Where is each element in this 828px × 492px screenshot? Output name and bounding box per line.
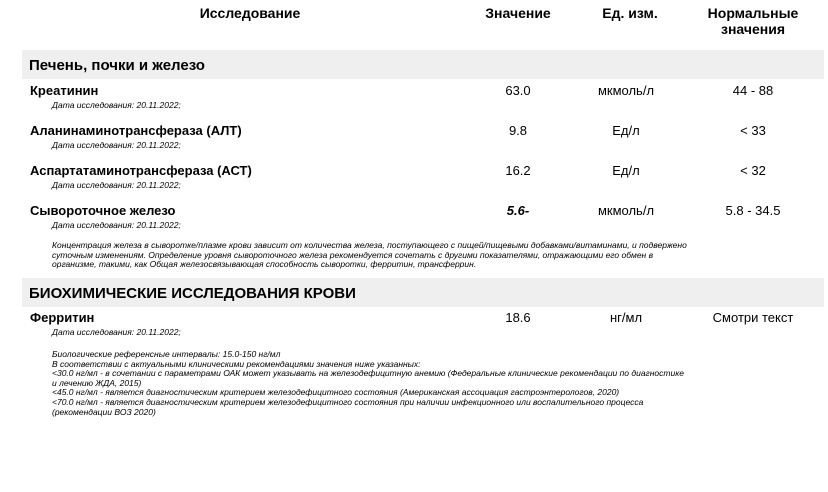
header-unit: Ед. изм. bbox=[602, 5, 658, 21]
test-value: 16.2 bbox=[505, 163, 531, 178]
test-date: Дата исследования: 20.11.2022; bbox=[52, 327, 181, 337]
test-value-low: 5.6- bbox=[506, 203, 530, 218]
test-date: Дата исследования: 20.11.2022; bbox=[52, 140, 181, 150]
note-line: и лечению ЖДА, 2015) bbox=[52, 377, 142, 388]
test-value: 9.8 bbox=[508, 123, 528, 138]
test-name: Аланинаминотрансфераза (АЛТ) bbox=[30, 123, 242, 138]
note-line: <45.0 нг/мл - является диагностическим критерием железодефицитного состояния (Американская ассоциация гастроэнтерологов, 2020) bbox=[52, 387, 620, 398]
note-line: организме, такими, как Общая железосвязывающая способность сыворотки, ферритин, трансферрин. bbox=[52, 259, 477, 270]
test-norm: Смотри текст bbox=[712, 310, 794, 325]
test-name: Ферритин bbox=[30, 310, 95, 325]
test-unit: мкмоль/л bbox=[597, 203, 655, 218]
test-norm: < 33 bbox=[740, 123, 766, 138]
note-line: В соответствии с актуальными клиническими рекомендациями значения ниже указанных: bbox=[52, 358, 421, 369]
note-line: (рекомендации ВОЗ 2020) bbox=[52, 406, 156, 417]
note-line: <70.0 нг/мл - является диагностическим критерием железодефицитного состояния при наличии инфекционного или воспалительного процесса bbox=[52, 396, 644, 407]
test-date: Дата исследования: 20.11.2022; bbox=[52, 220, 181, 230]
test-norm: < 32 bbox=[740, 163, 766, 178]
test-unit: мкмоль/л bbox=[597, 83, 655, 98]
header-norm-line1: Нормальные bbox=[707, 5, 799, 21]
test-unit: нг/мл bbox=[609, 310, 643, 325]
test-value: 63.0 bbox=[505, 83, 531, 98]
note-line: суточным изменениям. Определение уровня сывороточного железа рекомендуется сочетать с другими показателями, отражающими его обмен в bbox=[52, 249, 654, 260]
section-header-biochem bbox=[22, 278, 824, 307]
section-header-liver bbox=[22, 50, 824, 79]
note-line: Биологические референсные интервалы: 15.0-150 нг/мл bbox=[52, 349, 281, 359]
test-value: 18.6 bbox=[505, 310, 531, 325]
section-title: БИОХИМИЧЕСКИЕ ИССЛЕДОВАНИЯ КРОВИ bbox=[29, 285, 356, 302]
test-norm: 5.8 - 34.5 bbox=[725, 203, 781, 218]
header-norm bbox=[690, 5, 816, 37]
header-test: Исследование bbox=[199, 5, 301, 21]
test-name: Аспартатаминотрансфераза (АСТ) bbox=[30, 163, 252, 178]
iron-note bbox=[52, 241, 824, 270]
test-unit: Ед/л bbox=[612, 163, 640, 178]
header-norm-line2: значения bbox=[721, 21, 785, 37]
test-name: Сывороточное железо bbox=[30, 203, 176, 218]
section-title: Печень, почки и железо bbox=[29, 57, 205, 74]
test-unit: Ед/л bbox=[612, 123, 640, 138]
test-norm: 44 - 88 bbox=[732, 83, 774, 98]
test-date: Дата исследования: 20.11.2022; bbox=[52, 100, 181, 110]
header-value: Значение bbox=[485, 5, 551, 21]
note-line: <30.0 нг/мл - в сочетании с параметрами ОАК может указывать на железодефицитную анемию (Федеральные клинические рекомендации по диагностике bbox=[52, 368, 684, 379]
note-line: Концентрация железа в сыворотке/плазме крови зависит от количества железа, поступающего с пищей/пищевыми добавками/витаминами, и подвержено bbox=[52, 240, 687, 250]
test-date: Дата исследования: 20.11.2022; bbox=[52, 180, 181, 190]
test-name: Креатинин bbox=[30, 83, 99, 98]
ferritin-note bbox=[52, 350, 824, 417]
